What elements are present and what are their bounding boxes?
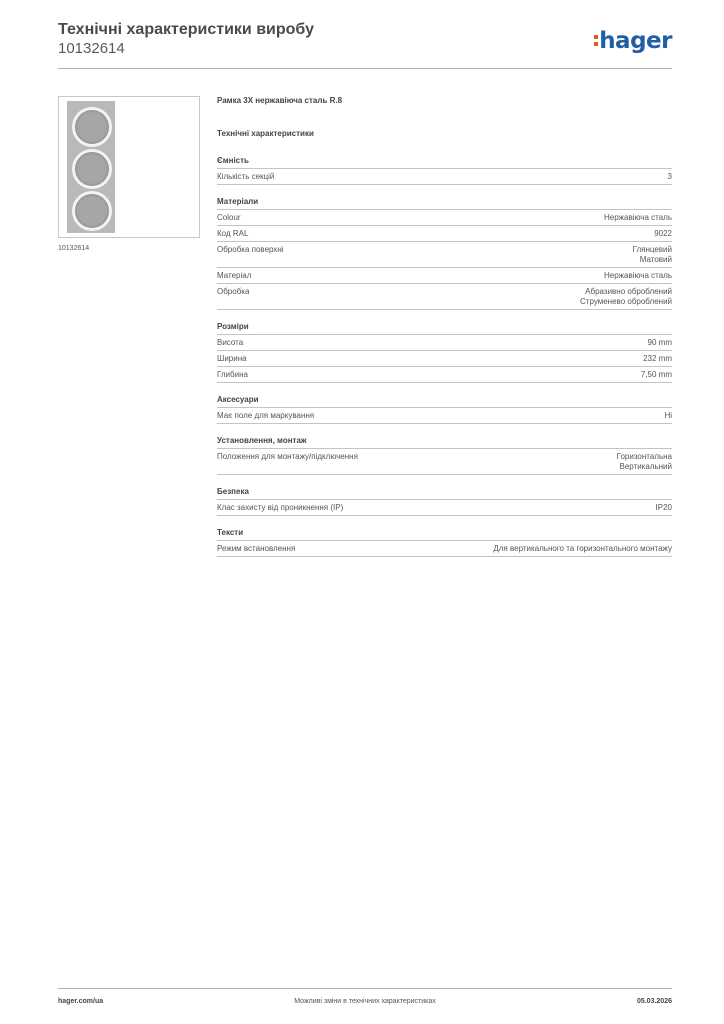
spec-value: IP20 [655,503,672,512]
spec-value: 3 [667,172,672,181]
spec-label: Обробка поверхні [217,245,284,254]
section-heading: Ємність [217,156,672,169]
section-heading: Розміри [217,322,672,335]
product-image [58,96,200,238]
hager-logo [594,28,672,54]
spec-label: Висота [217,338,244,347]
section-heading: Матеріали [217,197,672,210]
spec-row [217,449,672,475]
spec-label: Режим встановлення [217,544,296,553]
spec-value: 9022 [654,229,672,238]
spec-value: Для вертикального та горизонтального монтажу [493,544,672,553]
spec-value: 7,50 mm [640,370,672,379]
section-heading: Установлення, монтаж [217,436,672,449]
spec-row [217,367,672,383]
spec-row [217,408,672,424]
footer-note: Можливі зміни в технічних характеристиках [294,998,436,1005]
spec-row [217,242,672,268]
spec-value: Абразивно оброблений Струменево оброблений [580,287,672,306]
spec-label: Положення для монтажу/підключення [217,452,358,461]
spec-label: Клас захисту від проникнення (IP) [217,503,344,512]
spec-label: Глибина [217,370,248,379]
spec-label: Ширина [217,354,247,363]
spec-row [217,351,672,367]
spec-row [217,500,672,516]
ring-icon [72,107,112,147]
spec-section [217,487,672,516]
spec-value: 90 mm [647,338,672,347]
spec-sections [217,156,672,557]
spec-value: Глянцевий Матовий [632,245,672,264]
image-caption: 10132614 [58,245,90,252]
spec-section [217,197,672,310]
spec-section [217,322,672,383]
spec-label: Код RAL [217,229,249,238]
spec-label: Матеріал [217,271,252,280]
spec-value: Нержавіюча сталь [603,271,672,280]
spec-row [217,210,672,226]
logo-dots-icon [594,33,598,47]
frame-image [67,101,115,233]
spec-row [217,169,672,185]
spec-row [217,541,672,557]
product-name: Рамка 3Х нержавіюча сталь R.8 [217,96,343,105]
spec-section [217,436,672,475]
spec-value: Ні [664,411,672,420]
spec-row [217,268,672,284]
spec-row [217,226,672,242]
section-heading: Аксесуари [217,395,672,408]
spec-label: Обробка [217,287,250,296]
page-header [58,20,672,70]
footer-divider [58,988,672,989]
ring-icon [72,149,112,189]
spec-label: Colour [217,213,241,222]
footer-date: 05.03.2026 [636,998,672,1005]
spec-label: Має поле для маркування [217,411,315,420]
spec-label: Кількість секцій [217,172,275,181]
spec-value: 232 mm [643,354,672,363]
footer-site-link[interactable]: hager.com/ua [58,998,104,1005]
spec-value: Нержавіюча сталь [603,213,672,222]
spec-section [217,528,672,557]
spec-row [217,335,672,351]
spec-row [217,284,672,310]
ring-icon [72,191,112,231]
spec-title: Технічні характеристики [217,129,314,138]
page-title: Технічні характеристики виробу [58,21,314,38]
spec-value: Горизонтальна Вертикальний [616,452,672,471]
header-divider [58,68,672,69]
section-heading: Тексти [217,528,672,541]
section-heading: Безпека [217,487,672,500]
product-code: 10132614 [58,40,125,57]
logo-text: hager [599,28,672,54]
spec-section [217,156,672,185]
spec-content [217,96,672,569]
spec-section [217,395,672,424]
